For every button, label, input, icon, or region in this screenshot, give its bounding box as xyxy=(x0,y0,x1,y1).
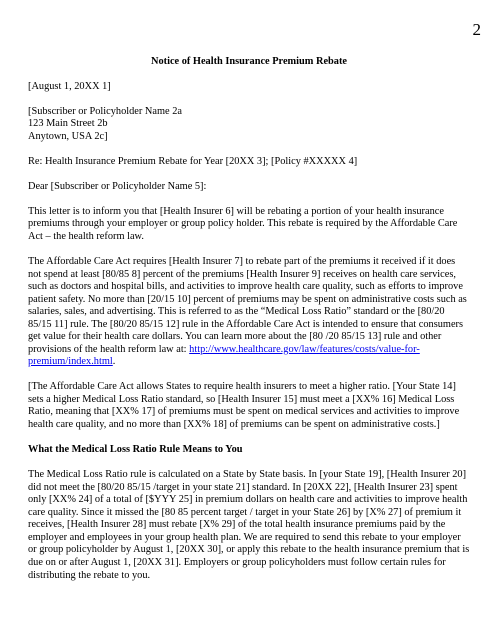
letter-date: [August 1, 20XX 1] xyxy=(28,80,111,92)
paragraph-requirements-end: . xyxy=(112,356,116,368)
paragraph-intro: This letter is to inform you that [Health Insurer 6] will be rebating a portion of your health insurance premiums through your employer or group policy holder. This rebate is required by the Affordable Care Act – the health reform law. xyxy=(28,205,458,242)
re-line: Re: Health Insurance Premium Rebate for Year [20XX 3]; [Policy #XXXXX 4] xyxy=(28,155,358,167)
paragraph-requirements-text: The Affordable Care Act requires [Health Insurer 7] to rebate part of the premiums it received if it does not spend at least [80/85 8] percent of the premiums [Health Insurer 9] receives on health care services, such as doctors and hospital bills, and activities to improve health care quality, such as efforts to improve patient safety. No more than [20/15 10] percent of premiums may be spent on administrative costs such as salaries, sales, and advertising. This is referred to as the “Medical Loss Ratio” standard or the [80/20 85/15 11] rule. The [80/20 85/15 12] rule in the Affordable Care Act is intended to ensure that consumers get value for their health care dollars. You can learn more about the [80 /20 85/15 13] rule and other provisions of the health reform law at: xyxy=(28,255,467,355)
letter-body xyxy=(28,56,470,595)
address-line-city: Anytown, USA 2c] xyxy=(28,130,108,142)
section-heading: What the Medical Loss Ratio Rule Means to You xyxy=(28,444,243,456)
paragraph-mlr-meaning: The Medical Loss Ratio rule is calculated on a State by State basis. In [your State 19], [Health Insurer 20] did not meet the [80/20 85/15 /target in your state 21] standard. In [20XX 22], [Health Insurer 23] spent only [XX% 24] of a total of [$YYY 25] in premium dollars on health care and activities to improve health care quality. Since it missed the [80 85 percent target / target in your State 26] by [X% 27] of premium it receives, [Health Insurer 28] must rebate [X% 29] of the total health insurance premiums paid by the employer and employees in your group health plan. We are required to send this rebate to your employer or group policyholder by August 1, [20XX 30], or apply this rebate to the health insurance premium that is due on or after August 1, [20XX 31]. Employers or group policyholders must follow certain rules for distributing the rebate to you. xyxy=(28,469,470,581)
salutation: Dear [Subscriber or Policyholder Name 5]: xyxy=(28,180,207,192)
healthcare-gov-link[interactable]: http://www.healthcare.gov/law/features/costs/value-for-premium/index.html xyxy=(28,343,420,368)
page-number: 2 xyxy=(472,20,481,39)
address-line-name: [Subscriber or Policyholder Name 2a xyxy=(28,105,182,117)
paragraph-requirements xyxy=(28,256,470,369)
paragraph-state-ratio: [The Affordable Care Act allows States to require health insurers to meet a higher ratio. [Your State 14] sets a higher Medical Loss Ratio standard, so [Health Insurer 15] must meet a [XX% 16] Medical Loss Ratio, meaning that [XX% 17] of premiums must be spent on medical services and activities to improve health care quality, and no more than [XX% 18] of premiums can be spent on administrative costs.] xyxy=(28,381,460,431)
recipient-address xyxy=(28,106,470,144)
document-title: Notice of Health Insurance Premium Rebate xyxy=(150,56,348,67)
address-line-street: 123 Main Street 2b xyxy=(28,118,108,130)
